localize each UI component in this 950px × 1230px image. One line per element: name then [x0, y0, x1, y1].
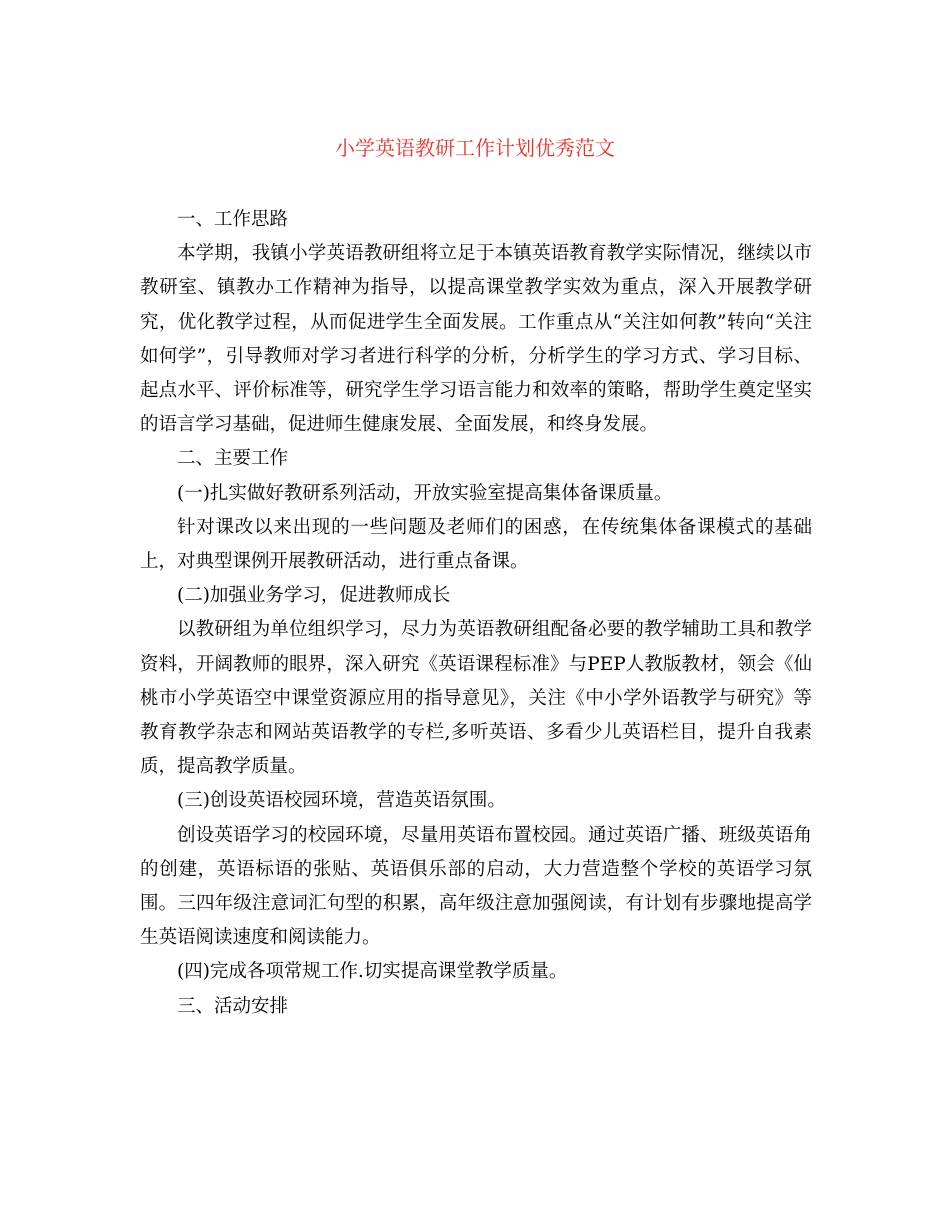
- section-heading-work-ideas: 一、工作思路: [177, 209, 289, 230]
- subsection-heading: (一)扎实做好教研系列活动，开放实验室提高集体备课质量。: [177, 482, 673, 504]
- section-heading-main-work: 二、主要工作: [177, 448, 289, 470]
- subsection-heading: (二)加强业务学习，促进教师成长: [177, 585, 451, 607]
- section-heading-activities: 三、活动安排: [177, 995, 289, 1017]
- subsection-heading: (三)创设英语校园环境，营造英语氛围。: [177, 790, 506, 812]
- body-paragraph: 针对课改以来出现的一些问题及老师们的困惑，在传统集体备课模式的基础上，对典型课例开展教研活动，进行重点备课。: [140, 516, 812, 573]
- body-paragraph: 创设英语学习的校园环境，尽量用英语布置校园。通过英语广播、班级英语角的创建，英语标语的张贴、英语俱乐部的启动，大力营造整个学校的英语学习氛围。三四年级注意词汇句型的积累，高年级注意加强阅读，有计划有步骤地提高学生英语阅读速度和阅读能力。: [140, 824, 812, 949]
- subsection-heading: (四)完成各项常规工作.切实提高课堂教学质量。: [177, 961, 568, 983]
- document-body: [140, 203, 812, 1024]
- document-title: 小学英语教研工作计划优秀范文: [335, 136, 615, 160]
- body-paragraph: 本学期，我镇小学英语教研组将立足于本镇英语教育教学实际情况，继续以市教研室、镇教办工作精神为指导，以提高课堂教学实效为重点，深入开展教学研究，优化教学过程，从而促进学生全面发展。工作重点从“关注如何教”转向“关注如何学”，引导教师对学习者进行科学的分析，分析学生的学习方式、学习目标、起点水平、评价标准等，研究学生学习语言能力和效率的策略，帮助学生奠定坚实的语言学习基础，促进师生健康发展、全面发展，和终身发展。: [140, 243, 812, 436]
- body-paragraph: 以教研组为单位组织学习，尽力为英语教研组配备必要的教学辅助工具和教学资料，开阔教师的眼界，深入研究《英语课程标准》与PEP人教版教材，领会《仙桃市小学英语空中课堂资源应用的指导意见》，关注《中小学外语教学与研究》等教育教学杂志和网站英语教学的专栏,多听英语、多看少儿英语栏目，提升自我素质，提高教学质量。: [140, 619, 812, 778]
